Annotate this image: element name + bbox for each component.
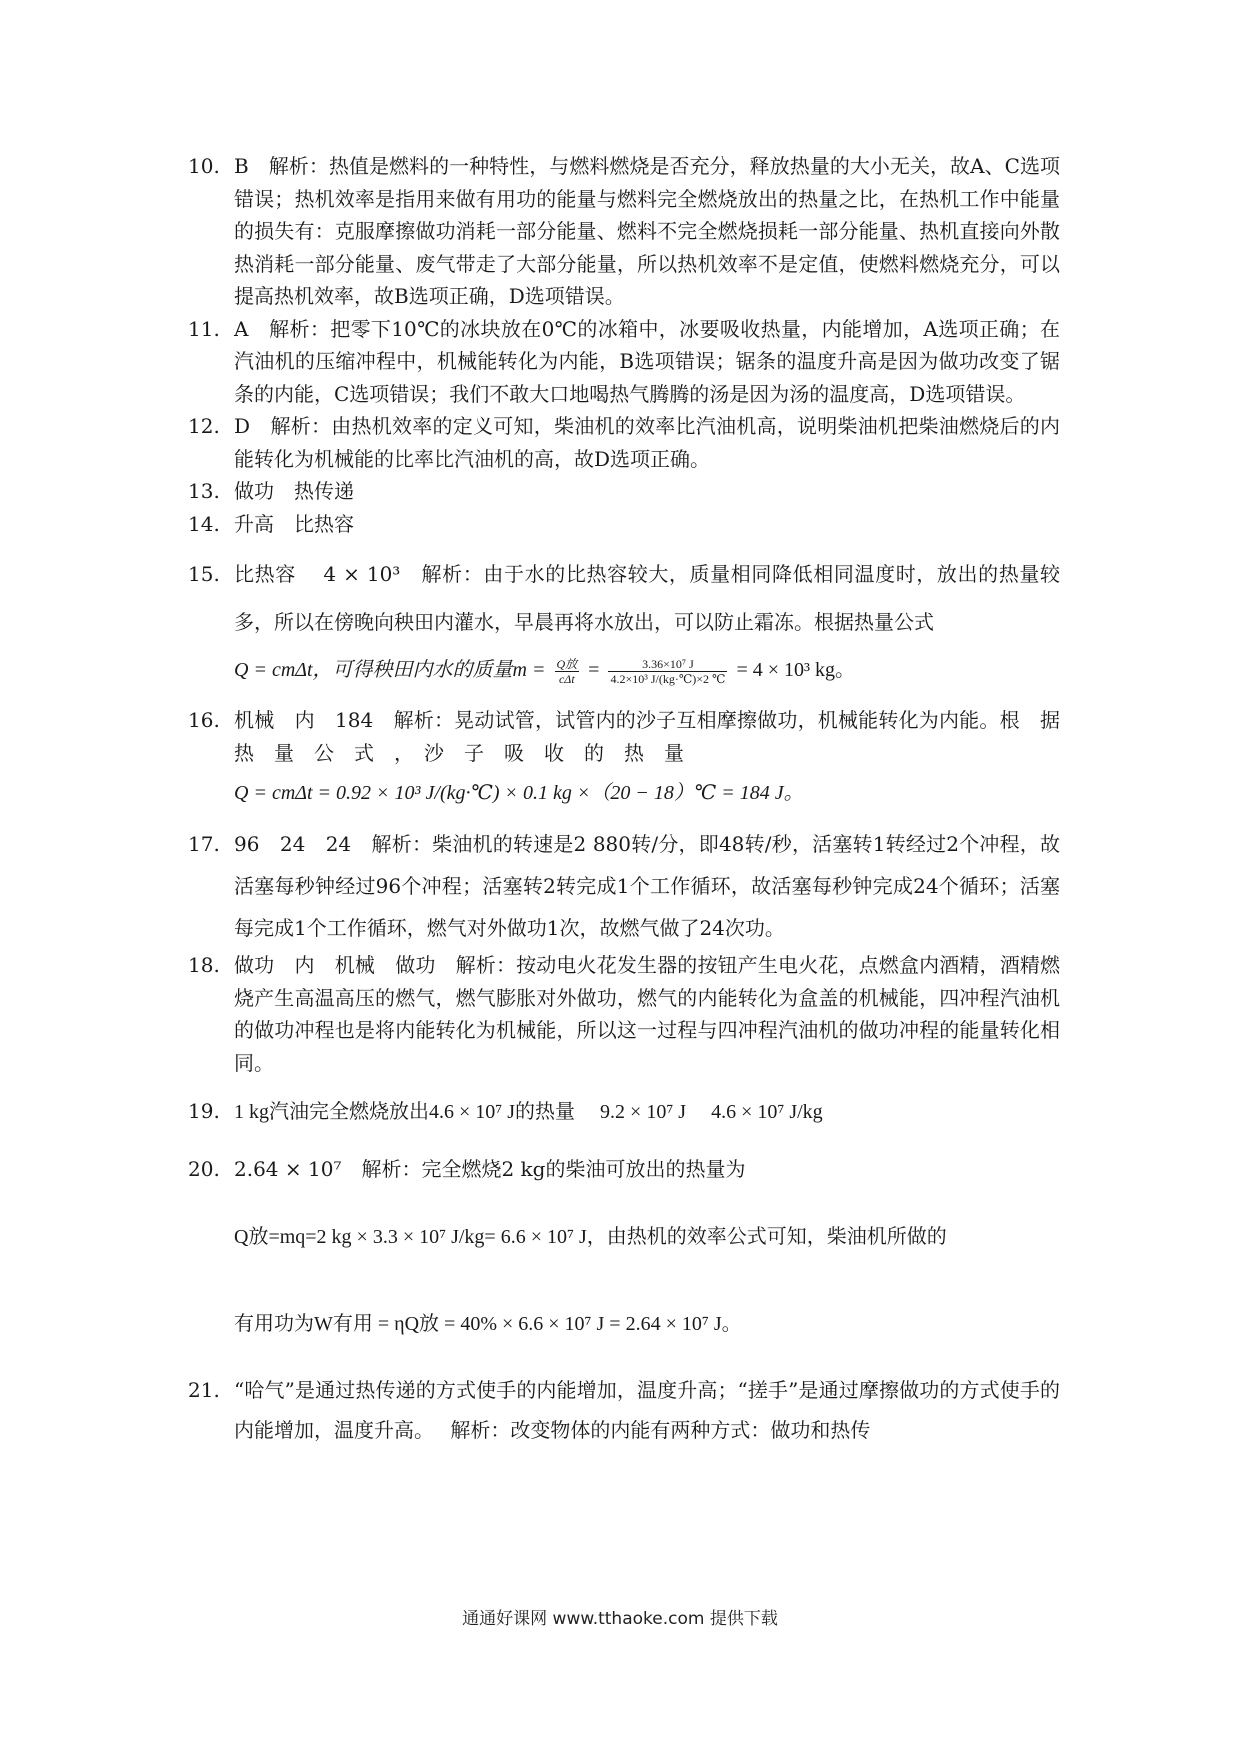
item-number: 21. — [188, 1378, 220, 1402]
page-footer: 通通好课网 www.tthaoke.com 提供下载 — [462, 1609, 778, 1629]
answer-item-16 — [188, 704, 1080, 817]
answer-item-10 — [188, 150, 1060, 313]
formula-result: = 4 × 10³ kg。 — [736, 659, 855, 681]
item-text: 2.64 × 10⁷ 解析：完全燃烧2 kg的柴油可放出的热量为 — [234, 1156, 746, 1181]
item-text: B 解析：热值是燃料的一种特性，与燃料燃烧是否充分，释放热量的大小无关，故A、C选项错误；热机效率是指用来做有用功的能量与燃料完全燃烧放出的热量之比，在热机工作中能量的损失有：克服摩擦做功消耗一部分能量、燃料不完全燃烧损耗一部分能量、热机直接向外散热消耗一部分能量、废气带走了大部分能量，所以热机效率不是定值，使燃料燃烧充分，可以提高热机效率，故B选项正确，D选项错误。 — [234, 154, 1060, 308]
item-number: 18. — [188, 953, 220, 977]
answer-page — [188, 150, 1080, 1450]
answer-item-19 — [188, 1095, 1060, 1129]
item-text: D 解析：由热机效率的定义可知，柴油机的效率比汽油机高，说明柴油机把柴油燃烧后的内能转化为机械能的比率比汽油机的高，故D选项正确。 — [234, 414, 1060, 471]
item-number: 12. — [188, 414, 220, 438]
formula-line: Q放=mq=2 kg × 3.3 × 10⁷ J/kg= 6.6 × 10⁷ J，由热机的效率公式可知，柴油机所做的 — [234, 1226, 947, 1248]
item-number: 15. — [188, 562, 220, 586]
fraction-numerator: Q放 — [556, 656, 578, 671]
item-number: 20. — [188, 1156, 220, 1181]
formula-text: Q = cmΔt，可得秧田内水的质量m = — [234, 659, 546, 681]
item-text: 做功 热传递 — [234, 479, 354, 503]
answer-item-21 — [188, 1370, 1060, 1450]
fraction-denominator: 4.2×10³ J/(kg·℃)×2 ℃ — [610, 671, 726, 686]
item-text: 做功 内 机械 做功 解析：按动电火花发生器的按钮产生电火花，点燃盒内酒精，酒精燃烧产生高温高压的燃气，燃气膨胀对外做功，燃气的内能转化为盒盖的机械能，四冲程汽油机的做功冲程也是将内能转化为机械能，所以这一过程与四冲程汽油机的做功冲程的能量转化相同。 — [234, 953, 1060, 1075]
formula-line: 有用功为W有用 = ηQ放 = 40% × 6.6 × 10⁷ J = 2.64 × 10⁷ J。 — [234, 1312, 742, 1335]
item-text: “哈气”是通过热传递的方式使手的内能增加，温度升高；“搓手”是通过摩擦做功的方式使手的内能增加，温度升高。 解析：改变物体的内能有两种方式：做功和热传 — [234, 1378, 1060, 1442]
item-text: 比热容 4 × 10³ 解析：由于水的比热容较大，质量相同降低相同温度时，放出的热量较多，所以在傍晚向秧田内灌水，早晨再将水放出，可以防止霜冻。根据热量公式 — [234, 562, 1060, 634]
fraction-numerator: 3.36×10⁷ J — [608, 657, 727, 672]
fraction — [608, 657, 727, 686]
answer-item-15 — [188, 550, 1060, 694]
answer-item-14 — [188, 508, 1060, 541]
item-number: 14. — [188, 511, 220, 536]
item-number: 11. — [188, 316, 220, 341]
fraction — [555, 657, 580, 686]
item-number: 17. — [188, 832, 220, 856]
item-text: 机械 内 184 解析：晃动试管，试管内的沙子互相摩擦做功，机械能转化为内能。根 据 热 量 公 式 ， 沙 子 吸 收 的 热 量 — [234, 708, 1080, 765]
answer-item-20 — [188, 1153, 1060, 1341]
answer-item-11 — [188, 313, 1060, 411]
item-text: 96 24 24 解析：柴油机的转速是2 880转/分，即48转/秒，活塞转1转经过2个冲程，故活塞每秒钟经过96个冲程；活塞转2转完成1个工作循环，故活塞每秒钟完成24个循环；活塞每完成1个工作循环，燃气对外做功1次，故燃气做了24次功。 — [234, 832, 1060, 940]
answer-item-18 — [188, 949, 1060, 1079]
fraction-denominator: cΔt — [558, 671, 575, 686]
item-number: 13. — [188, 479, 220, 503]
item-number: 10. — [188, 154, 220, 178]
formula-line: Q = cmΔt = 0.92 × 10³ J/(kg·℃) × 0.1 kg ×（20 − 18）℃ = 184 J。 — [234, 782, 804, 804]
answer-item-17 — [188, 823, 1060, 949]
item-text: 升高 比热容 — [234, 511, 354, 536]
answer-item-13 — [188, 475, 1060, 508]
item-text: 1 kg汽油完全燃烧放出4.6 × 10⁷ J的热量 9.2 × 10⁷ J 4.6 × 10⁷ J/kg — [234, 1101, 823, 1123]
answer-item-12 — [188, 410, 1060, 475]
item-text: A 解析：把零下10℃的冰块放在0℃的冰箱中，冰要吸收热量，内能增加，A选项正确；在汽油机的压缩冲程中，机械能转化为内能，B选项错误；锯条的温度升高是因为做功改变了锯条的内能，C选项错误；我们不敢大口地喝热气腾腾的汤是因为汤的温度高，D选项错误。 — [234, 316, 1060, 406]
item-number: 19. — [188, 1099, 220, 1123]
item-number: 16. — [188, 708, 220, 732]
equals-sign: = — [588, 659, 600, 681]
formula-line — [234, 646, 1060, 694]
